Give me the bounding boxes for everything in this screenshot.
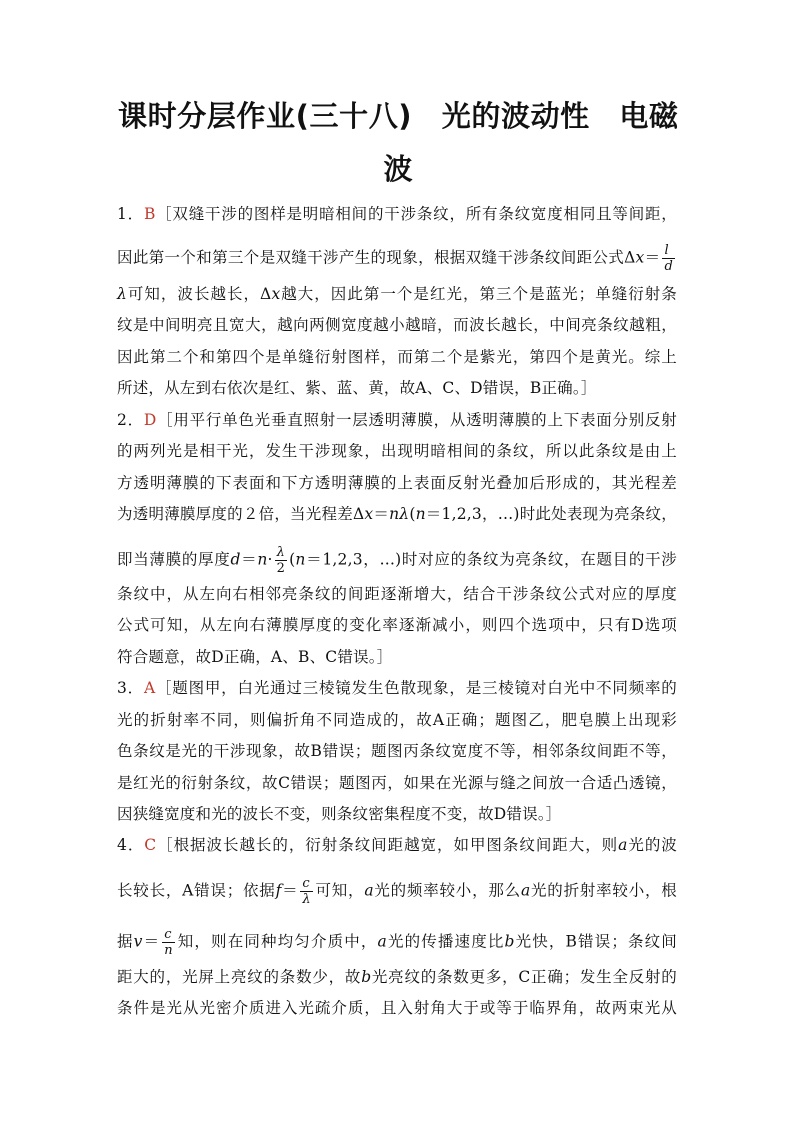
q3-line-5: 因狭缝宽度和光的波长不变，则条纹密集程度不变，故D错误。］ <box>117 805 562 823</box>
q2-line-2: 的两列光是相干光，发生干涉现象，出现明暗相间的条纹，所以此条纹是由上 <box>117 442 677 460</box>
q4-line-3 <box>117 927 677 958</box>
q1-text: ［双缝干涉的图样是明暗相间的干涉条纹，所有条纹宽度相同且等间距， <box>155 205 677 223</box>
fraction-numerator: c <box>300 876 312 892</box>
fraction-denominator: λ <box>302 892 311 907</box>
q4-text: 光的频率较小，那么 <box>373 881 521 900</box>
q3-line-3: 色条纹是光的干涉现象，故B错误；题图丙条纹宽度不等，相邻条纹间距不等， <box>117 742 677 760</box>
q2-var: n <box>295 550 306 569</box>
q3-line-4: 是红光的衍射条纹，故C错误；题图丙，如果在光源与缝之间放一合适凸透镜， <box>117 774 677 792</box>
q2-paren: ( <box>409 505 416 523</box>
q2-fraction <box>275 545 287 576</box>
q3-line-2: 光的折射率不同，则偏折角不同造成的，故A正确；题图乙，肥皂膜上出现彩 <box>117 711 677 729</box>
q4-text: 光的折射率较小，根 <box>530 881 677 900</box>
q1-answer: B <box>143 205 156 223</box>
q4-text: 据 <box>117 932 134 951</box>
q3-number: 3． <box>117 679 144 697</box>
fraction-numerator: λ <box>275 545 287 561</box>
q1-fraction <box>662 243 675 274</box>
q2-paren: ( <box>289 550 296 569</box>
q2-var: n <box>415 505 426 523</box>
page-title-line-1: 课时分层作业(三十八) 光的波动性 电磁 <box>118 99 678 133</box>
q1-var: x <box>635 248 645 267</box>
q4-eq: ＝ <box>281 881 299 900</box>
q4-var: b <box>504 932 515 951</box>
fraction-numerator: l <box>662 243 675 259</box>
fraction-denominator: d <box>664 259 674 274</box>
q4-text: 光亮纹的条数更多，C正确；发生全反射的 <box>371 968 677 986</box>
q3-answer: A <box>143 679 156 697</box>
q2-text: 即当薄膜的厚度 <box>117 550 231 569</box>
q1-text: 可知，波长越长，Δ <box>127 285 272 303</box>
q2-eq: ＝ <box>373 505 390 523</box>
q2-var: n <box>257 550 268 569</box>
q2-text: ＝1,2,3，…)时此处表现为亮条纹， <box>425 505 677 523</box>
q4-var: f <box>275 881 282 900</box>
q1-line-5: 因此第二个和第四个是单缝衍射图样，而第二个是紫光，第四个是黄光。综上 <box>117 348 677 366</box>
q2-var: d <box>230 550 241 569</box>
q2-number: 2． <box>117 411 144 429</box>
q4-text: 知，则在同种均匀介质中， <box>176 932 378 951</box>
q4-number: 4． <box>117 836 145 854</box>
q4-line-1 <box>117 835 677 855</box>
q2-line-4 <box>117 504 677 524</box>
q1-line-3 <box>117 284 677 304</box>
q4-answer: C <box>144 836 157 854</box>
q1-var: λ <box>117 285 128 303</box>
q1-line-4: 纹是中间明亮且宽大，越向两侧宽度越小越暗，而波长越长，中间亮条纹越粗， <box>117 316 677 334</box>
fraction-numerator: c <box>162 927 175 943</box>
q2-line-1 <box>117 410 677 430</box>
q4-text: 可知， <box>314 881 365 900</box>
q4-text: 光的传播速度比 <box>387 932 505 951</box>
q1-number: 1． <box>117 205 144 223</box>
q4-text: 长较长，A错误；依据 <box>117 881 276 900</box>
q4-var: a <box>520 881 531 900</box>
q2-dot: · <box>267 550 273 569</box>
q4-text: 距大的，光屏上亮纹的条数少，故 <box>117 968 362 986</box>
q4-line-4 <box>117 967 677 987</box>
q4-var: a <box>618 836 628 854</box>
q2-line-8: 符合题意，故D正确，A、B、C错误。］ <box>117 648 393 666</box>
q3-line-1 <box>117 678 677 698</box>
q4-var: a <box>377 932 387 951</box>
q4-text: 光快，B错误；条纹间 <box>514 932 678 951</box>
q1-text: 因此第一个和第三个是双缝干涉产生的现象，根据双缝干涉条纹间距公式Δ <box>117 248 636 267</box>
q4-line-2 <box>117 876 677 907</box>
q2-line-6: 条纹中，从左向右相邻亮条纹的间距逐渐增大，结合干涉条纹公式对应的厚度 <box>117 585 677 603</box>
page-title-line-2: 波 <box>383 152 413 186</box>
q1-var: x <box>271 285 281 303</box>
fraction-denominator: n <box>164 943 173 958</box>
q2-answer: D <box>143 411 157 429</box>
q4-fraction-1 <box>300 876 312 907</box>
q2-text: 为透明薄膜厚度的２倍，当光程差Δ <box>117 505 365 523</box>
q2-line-3: 方透明薄膜的下表面和下方透明薄膜的上表面反射光叠加后形成的，其光程差 <box>117 474 677 492</box>
q2-var: nλ <box>389 505 410 523</box>
q2-line-7: 公式可知，从左向右薄膜厚度的变化率逐渐减小，则四个选项中，只有D选项 <box>117 616 677 634</box>
fraction-denominator: 2 <box>276 561 286 576</box>
q4-text: ［根据波长越长的，衍射条纹间距越宽，如甲图条纹间距大，则 <box>156 836 619 854</box>
q4-var: v <box>133 932 143 951</box>
q1-eq: ＝ <box>644 248 661 267</box>
q2-text: ［用平行单色光垂直照射一层透明薄膜，从透明薄膜的上下表面分别反射 <box>156 411 677 429</box>
q2-eq: ＝ <box>240 550 258 569</box>
q2-line-5 <box>117 545 677 576</box>
q1-text: 越大，因此第一个是红光，第三个是蓝光；单缝衍射条 <box>280 285 677 303</box>
q2-text: ＝1,2,3，…)时对应的条纹为亮条纹，在题目的干涉 <box>305 550 678 569</box>
q3-text: ［题图甲，白光通过三棱镜发生色散现象，是三棱镜对白光中不同频率的 <box>155 679 677 697</box>
q4-line-5: 条件是光从光密介质进入光疏介质，且入射角大于或等于临界角，故两束光从 <box>117 999 677 1017</box>
q4-var: a <box>364 881 374 900</box>
q4-eq: ＝ <box>142 932 161 951</box>
q2-var: x <box>364 505 374 523</box>
q1-line-1 <box>117 204 677 224</box>
q1-line-6: 所述，从左到右依次是红、紫、蓝、黄，故A、C、D错误，B正确。］ <box>117 379 597 397</box>
q4-var: b <box>361 968 372 986</box>
q1-line-2 <box>117 243 677 274</box>
q4-fraction-2 <box>162 927 175 958</box>
q4-text: 光的波 <box>627 836 677 854</box>
